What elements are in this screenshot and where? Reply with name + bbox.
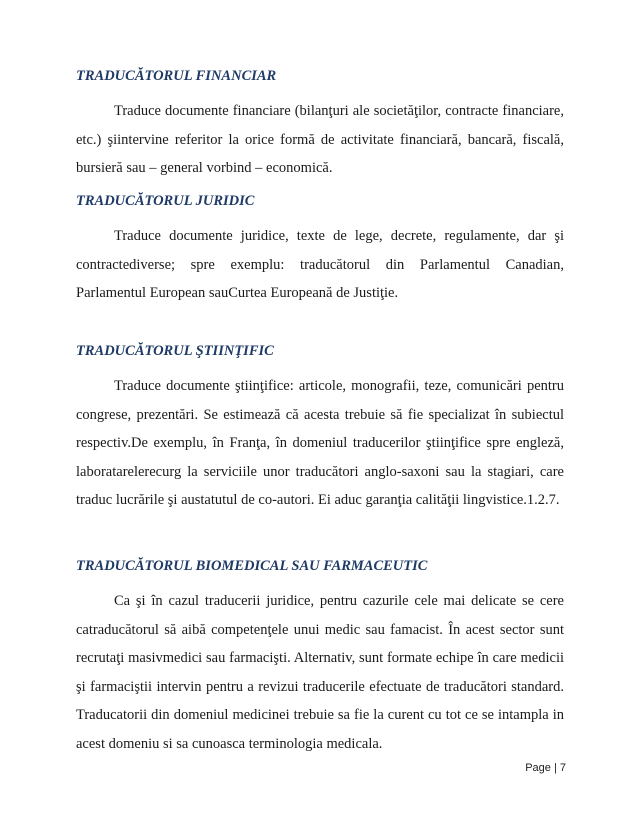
section-heading: TRADUCĂTORUL JURIDIC [76,193,255,209]
section-heading: TRADUCĂTORUL BIOMEDICAL SAU FARMACEUTIC [76,558,428,574]
section-financiar [76,68,564,183]
section-biomedical [76,558,564,758]
section-paragraph: Traduce documente financiare (bilanţuri ale societăţilor, contracte financiare, etc.) şiintervine referitor la orice formă de activitate financiară, bancară, fiscală, bursieră sau – general vorbind – economică. [76,103,564,176]
section-paragraph: Traduce documente juridice, texte de lege, decrete, regulamente, dar şi contractediverse; spre exemplu: traducătorul din Parlamentul Canadian, Parlamentul European sauCurtea Europeană de Justiţie. [76,228,564,301]
section-juridic [76,193,564,308]
section-paragraph: Traduce documente ştiinţifice: articole, monografii, teze, comunicări pentru congrese, prezentări. Se estimează că acesta trebuie să fie specializat în subiectul respectiv.De exemplu, în Franţa, în domeniul traducerilor ştiinţifice spre engleză, laboratarelerecurg la serviciile unor traducători anglo-saxoni sau la stagiari, care traduc lucrările şi austatutul de co-autori. Ei aduc garanţia calităţii lingvistice.1.2.7. [76,378,564,508]
section-paragraph: Ca şi în cazul traducerii juridice, pentru cazurile cele mai delicate se cere catraducătorul să aibă competenţele unui medic sau famacist. În acest sector sunt recrutaţi masivmedici sau farmacişti. Alternativ, sunt formate echipe în care medicii şi farmaciştii intervin pentru a revizui traducerile efectuate de traducători standard. Traducatorii din domeniul medicinei trebuie sa fie la curent cu tot ce se intampla in acest domeniu si sa cunoasca terminologia medicala. [76,593,564,752]
section-heading: TRADUCĂTORUL FINANCIAR [76,68,277,84]
section-stiintific [76,343,564,515]
section-heading: TRADUCĂTORUL ŞTIINŢIFIC [76,343,274,359]
page-number: Page | 7 [525,762,566,774]
